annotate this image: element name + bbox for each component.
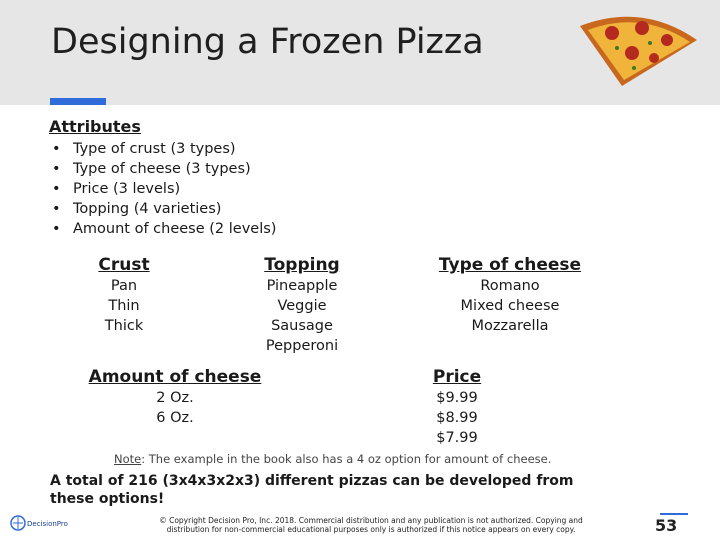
- price-option: $7.99: [436, 430, 478, 446]
- crust-option: Thick: [104, 318, 144, 334]
- attribute-item-cheese-type: • Type of cheese (3 types): [50, 159, 276, 179]
- note: [114, 452, 551, 466]
- crust-column: [84, 254, 164, 336]
- pizza-icon: [572, 8, 702, 88]
- topping-column: [247, 254, 357, 356]
- cheese-type-heading: Type of cheese: [438, 255, 582, 275]
- cheese-type-option: Romano: [480, 278, 540, 294]
- copyright-notice: © Copyright Decision Pro, Inc. 2018. Commercial distribution and any publication is not authorized. Copying and distribution for non-commercial educational purposes only is authorized if this notice appears on every copy.: [159, 516, 583, 534]
- price-option: $9.99: [436, 390, 478, 406]
- cheese-amount-option: 6 Oz.: [156, 410, 194, 426]
- price-column: [417, 366, 497, 448]
- cheese-amount-option: 2 Oz.: [156, 390, 194, 406]
- note-label: Note: [114, 452, 142, 466]
- title-accent-bar: [50, 98, 106, 105]
- slide-title: Designing a Frozen Pizza: [51, 22, 484, 62]
- logo-text: DecisionPro: [27, 520, 68, 528]
- topping-option: Veggie: [277, 298, 327, 314]
- note-text: : The example in the book also has a 4 oz option for amount of cheese.: [141, 452, 552, 466]
- page-number: 53: [655, 516, 678, 535]
- attribute-item-crust: • Type of crust (3 types): [50, 139, 276, 159]
- price-heading: Price: [432, 367, 482, 387]
- total-statement: A total of 216 (3x4x3x2x3) different pizzas can be developed from these options!: [50, 473, 574, 507]
- price-option: $8.99: [436, 410, 478, 426]
- crust-option: Thin: [108, 298, 140, 314]
- page-number-accent: [660, 513, 688, 515]
- topping-option: Sausage: [271, 318, 333, 334]
- topping-heading: Topping: [264, 255, 340, 275]
- decisionpro-logo-icon: [10, 512, 70, 534]
- cheese-type-option: Mixed cheese: [460, 298, 560, 314]
- attributes-heading: Attributes: [49, 117, 141, 136]
- attributes-list: [50, 139, 276, 239]
- cheese-amount-column: [85, 366, 265, 428]
- attribute-item-price: • Price (3 levels): [50, 179, 276, 199]
- topping-option: Pepperoni: [265, 338, 339, 354]
- crust-heading: Crust: [98, 255, 150, 275]
- cheese-type-option: Mozzarella: [471, 318, 549, 334]
- topping-option: Pineapple: [266, 278, 338, 294]
- attribute-item-topping: • Topping (4 varieties): [50, 199, 276, 219]
- cheese-type-column: [430, 254, 590, 336]
- cheese-amount-heading: Amount of cheese: [88, 367, 262, 387]
- crust-option: Pan: [110, 278, 138, 294]
- attribute-item-cheese-amount: • Amount of cheese (2 levels): [50, 219, 276, 239]
